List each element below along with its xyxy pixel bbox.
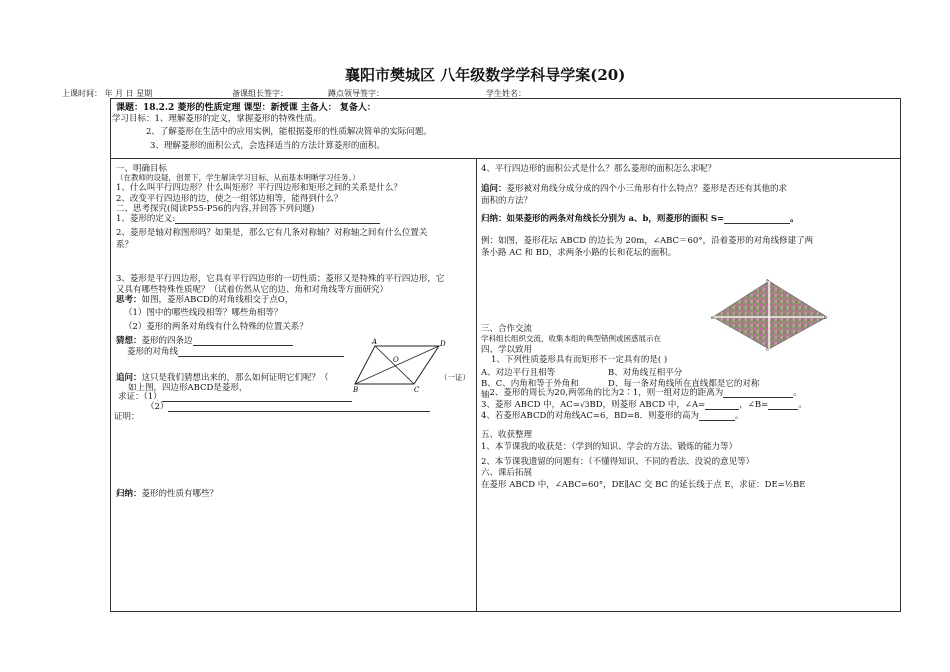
guess-diagonals-blank[interactable] bbox=[178, 347, 344, 357]
prep-leader-signature-label: 备课组长签字： bbox=[232, 89, 288, 98]
area-question: 4、平行四边形的面积公式是什么？那么菱形的面积怎么求呢？ bbox=[481, 164, 716, 174]
area-follow-up-line1: 追问：菱形被对角线分成分成的四个小三角形有什么特点？菱形是否还有其他的求 bbox=[481, 184, 788, 194]
rhombus-diagram bbox=[350, 338, 450, 392]
diagonal-ac bbox=[375, 346, 414, 384]
section-6-heading: 六、课后拓展 bbox=[481, 468, 533, 478]
think-item-1: （1）图中的哪些线段相等？哪些角相等？ bbox=[124, 308, 283, 318]
example-line1: 例：如图，菱形花坛 ABCD 的边长为 20m，∠ABC＝60°，沿着菱形的对角线修建了两 bbox=[481, 236, 814, 246]
flower-bed-rhombus bbox=[713, 281, 827, 349]
prove-line-2: （2） bbox=[146, 400, 430, 412]
property-question-line2: 又具有哪些特殊性质呢？（试着仿然从它的边、角和对角线等方面研究） bbox=[116, 285, 389, 295]
example-line2: 条小路 AC 和 BD，求两条小路的长和花坛的面积。 bbox=[481, 248, 677, 258]
definition-blank[interactable] bbox=[175, 214, 380, 224]
practice-4: 4、若菱形ABCD的对角线AC=6，BD=8．则菱形的高为 。 bbox=[481, 411, 744, 421]
section-5-heading: 五、收获整理 bbox=[481, 430, 533, 440]
photo-label-a: A bbox=[766, 279, 769, 282]
practice-1-option-c: B、C、内角和等于外角和 bbox=[481, 379, 579, 389]
section-1-note: （在教师的设疑，创景下，学生解读学习目标，从而基本明晰学习任务。） bbox=[116, 173, 360, 182]
objective-2: 2、了解菱形在生活中的应用实例，能根据菱形的性质解决简单的实际问题。 bbox=[146, 127, 432, 137]
think-item-2: （2）菱形的两条对角线有什么特殊的位置关系？ bbox=[124, 322, 308, 332]
proof-label: 证明： bbox=[114, 412, 140, 422]
practice-1: 1、下列性质菱形具有而矩形不一定具有的是( ) bbox=[491, 355, 668, 365]
practice-1-option-d: D、每一条对角线所在直线都是它的对称 bbox=[608, 379, 760, 389]
practice-1-option-a: A、对边平行且相等 bbox=[481, 368, 556, 378]
section-4-heading: 四、学以致用 bbox=[481, 345, 533, 355]
symmetry-question-line1: 2、菱形是轴对称图形吗？如果是，那么它有几条对称轴？对称轴之间有什么位置关 bbox=[116, 228, 428, 238]
section-2-heading: 二、思考探究(阅读P55-P56的内容,并回答下列问题) bbox=[116, 204, 315, 214]
flower-bed-picture bbox=[711, 279, 829, 351]
row-divider bbox=[110, 158, 901, 159]
section-3-heading: 三、合作交流 bbox=[481, 324, 533, 334]
practice-1-option-b: B、对角线互相平分 bbox=[608, 368, 683, 378]
practice-1-option-d-cont: 轴 bbox=[481, 390, 490, 400]
label-o: O bbox=[393, 356, 399, 364]
label-c: C bbox=[414, 386, 420, 392]
think-prompt: 思考：如图，菱形ABCD的对角线相交于点O， bbox=[116, 295, 294, 305]
practice-3: 3、菱形 ABCD 中，AC=√3BD，则菱形 ABCD 中，∠A= ，∠B= 。 bbox=[481, 400, 807, 410]
area-formula-summary: 归纳：如果菱形的两条对角线长分别为 a、b，则菱形的面积 S= 。 bbox=[481, 214, 799, 224]
section-3-note: 学科组长组织交流，收集本组的典型错例或困惑展示在 bbox=[481, 334, 661, 343]
practice-2-blank[interactable] bbox=[723, 388, 793, 398]
extension-problem: 在菱形 ABCD 中，∠ABC=60°，DE∥AC 交 BC 的延长线于点 E，求证：DE=½BE bbox=[481, 480, 806, 490]
student-name-label: 学生姓名： bbox=[486, 89, 526, 98]
photo-label-c: C bbox=[766, 347, 770, 351]
gains-prompt: 1、本节课我的收获是：（学到的知识、学会的方法、锻炼的能力等） bbox=[481, 442, 738, 452]
prove-line-1: 求证：（1） bbox=[118, 390, 352, 402]
prove-blank-2[interactable] bbox=[168, 402, 430, 412]
definition-prompt: 1、菱形的定义: bbox=[116, 212, 380, 224]
objective-3: 3、理解菱形的面积公式，会选择适当的方法计算菱形的面积。 bbox=[150, 141, 385, 151]
objective-1: 学习目标：1、理解菱形的定义，掌握菱形的特殊性质。 bbox=[112, 114, 322, 124]
class-time-label: 上课时间： 年 月 日 星期 bbox=[62, 89, 153, 98]
angle-b-blank[interactable] bbox=[768, 400, 798, 410]
label-b: B bbox=[353, 386, 359, 392]
height-blank[interactable] bbox=[699, 411, 735, 421]
follow-up-tail: （一证） bbox=[440, 373, 470, 382]
symmetry-question-line2: 系？ bbox=[116, 240, 134, 250]
page-title: 襄阳市樊城区 八年级数学学科导学案(20) bbox=[345, 66, 626, 84]
photo-label-b: B bbox=[711, 315, 714, 320]
section-1-heading: 一、明确目标 bbox=[116, 164, 168, 174]
guess-sides: 猜想：菱形的四条边 bbox=[116, 334, 293, 346]
area-formula-blank[interactable] bbox=[724, 214, 790, 224]
label-d: D bbox=[440, 340, 446, 348]
summary-question: 归纳：菱形的性质有哪些？ bbox=[116, 489, 219, 499]
practice-2: 2、菱形的周长为20,两邻角的比为2∶1，则一组对边的距离为 。 bbox=[489, 388, 802, 398]
question-2: 2、改变平行四边形的边，使之一组邻边相等，能得到什么？ bbox=[116, 194, 343, 204]
supervisor-signature-label: 蹲点领导签字： bbox=[328, 89, 384, 98]
photo-label-d: D bbox=[824, 315, 828, 320]
label-a: A bbox=[372, 338, 378, 346]
column-divider bbox=[476, 158, 477, 612]
guess-diagonals: 菱形的对角线 bbox=[127, 345, 344, 357]
question-1: 1、什么叫平行四边形？什么叫矩形？平行四边形和矩形之间的关系是什么？ bbox=[116, 183, 402, 193]
property-question-line1: 3、菱形是平行四边形，它具有平行四边形的一切性质；菱形又是特殊的平行四边形，它 bbox=[116, 274, 445, 284]
follow-up-question: 追问：这只是我们猜想出来的，那么如何证明它们呢？（ bbox=[116, 373, 329, 383]
lesson-topic-line: 课题：18.2.2 菱形的性质定理 课型：新授课 主备人： 复备人： bbox=[116, 103, 376, 113]
remaining-questions-prompt: 2、本节课我遗留的问题有：（不懂得知识、不同的看法、没说的意见等） bbox=[481, 457, 755, 467]
given-statement: 如上图，四边形ABCD是菱形， bbox=[128, 383, 248, 393]
area-follow-up-line2: 面积的方法？ bbox=[481, 196, 533, 206]
